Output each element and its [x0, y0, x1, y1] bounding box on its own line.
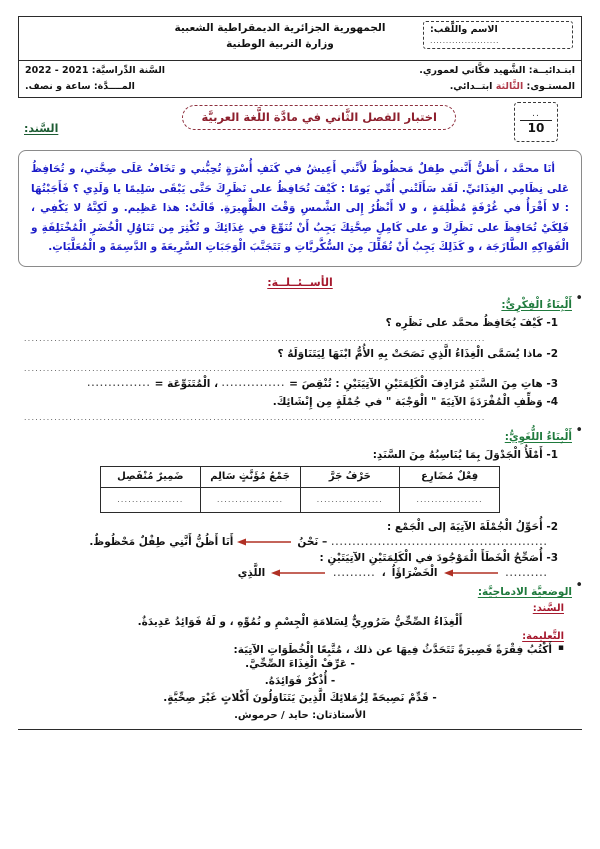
answer-blank-w2[interactable]: ............... [87, 379, 152, 389]
correction-separator: ، [381, 567, 386, 580]
score-numerator[interactable]: .. [532, 108, 540, 119]
school-name: ابتـدائيــة: الشَّهيد فكَّاني لعموري. [419, 65, 575, 76]
section-idmaj-header [18, 580, 572, 600]
question-fikri-3-word2: الْمُتَنَوِّعَة = [154, 377, 211, 390]
header-frame [18, 16, 582, 60]
correction-word-2: الْخَضْرَاؤَاُ [391, 567, 438, 580]
table-header-cell: حَرْفُ جَرَّ [300, 466, 400, 487]
section-fikri-heading: أَلْبِنَاءُ الْفِكْرِيُّ: [501, 299, 572, 312]
answer-blank-c1[interactable]: .......... [333, 568, 376, 578]
table-answer-cell[interactable]: .................. [200, 487, 300, 512]
level-prefix: المستـوى: [526, 80, 575, 92]
transform-answer-row [24, 536, 548, 548]
table-answer-cell[interactable]: .................. [101, 487, 201, 512]
sanad-label: السَّند: [24, 122, 59, 136]
header-year-duration [25, 63, 300, 94]
left-arrow-icon [237, 537, 293, 547]
question-lughawi-2: 2- أُحَوِّلُ الْجُمْلَةَ الآتِيَةَ إلى الْجَمْع : [387, 520, 558, 533]
section-idmaj-heading: الوضعيَّة الادماجيَّة: [477, 586, 572, 599]
title-row [18, 102, 582, 148]
correction-answer-row [24, 567, 548, 579]
question-lughawi-3: 3- أُصَحِّحُ الْخَطَأَ الْمَوْجُودَ في الْكَلِمَتَيْنِ الآتِيَتَيْنِ : [319, 552, 558, 565]
ministry-line-2: وزارة التربية الوطنية [226, 38, 334, 51]
question-fikri-1: 1- كَيْفَ يُحَافِظُ محمَّد على نَظَرِه ؟ [385, 317, 558, 330]
teachers-footer: الأستاذتان: حايد / حرموش. [234, 709, 366, 721]
grammar-table [100, 466, 500, 513]
section-fikri-header [18, 293, 572, 313]
question-fikri-4: 4- وَظِّفِ الْمُفْرَدَةَ الآتِيَةَ " الْوَجْبَة " في جُمْلَةٍ مِن إِنْشَائِكَ. [272, 396, 558, 409]
header-info-row [18, 60, 582, 98]
question-fikri-2: 2- ماذا يُسَمَّى الْغِذَاءُ الَّذِي نَصَحَتْ بِهِ الأُمُّ ابْنَهَا لِيَتَنَاوَلَهُ ؟ [277, 347, 558, 360]
idmaj-step: - عَرِّفْ الْغِذَاءَ الصِّحِّيَّ. [245, 658, 355, 671]
correction-word-1: اللَّذِي [237, 567, 266, 580]
question-fikri-3-prefix: 3- هاتِ مِنَ السَّنَدِ مُرَادِفَ الْكَلِمَتَيْنِ الآتِيَتَيْنِ : [335, 377, 558, 390]
passage-box [18, 150, 582, 267]
table-header-cell: ضَمِيرٌ مُنْفَصِل [101, 466, 201, 487]
exam-title: اختبار الفصل الثَّاني في مادَّة اللَّغة العربيَّة [182, 105, 456, 130]
grammar-table-wrapper [18, 466, 582, 513]
questions-heading: الأســئــلــة: [267, 276, 333, 290]
question-fikri-3 [24, 376, 558, 392]
answer-line-f4[interactable]: .......................................................................................................................... [24, 412, 486, 422]
transform-source-sentence: أَنَا أَظُنُّ أَنَّنِي طِفْلٌ مَحْظُوظٌ. [89, 536, 234, 549]
score-denominator: 10 [520, 120, 553, 135]
idmaj-sanad-label: السَّند: [532, 603, 564, 615]
section-lughawi-heading: أَلْبِنَاءُ اللُّغَوِيُّ: [504, 430, 572, 443]
level-value: الثَّالثة [495, 80, 524, 92]
idmaj-sanad-text: أَلْغِذَاءُ الصِّحِّيُّ ضَرُورِيٌّ لِسَلامَةِ الْجِسْمِ و نُمُوِّهِ ، و لَهُ فَوَائِدُ عَدِيدَةٌ. [137, 616, 463, 629]
table-answer-cell[interactable]: .................. [300, 487, 400, 512]
table-row [101, 487, 500, 512]
idmaj-step: - قَدِّمْ نَصِيحَةً لِزُمَلائِكَ الَّذِينَ يَتَنَاوَلُونَ أَكْلاتٍ غَيْرَ صِحِّيَّةٍ. [163, 691, 437, 704]
student-name-input[interactable]: ...................... [430, 36, 500, 45]
answer-blank-c2[interactable]: .......... [505, 568, 548, 578]
score-box[interactable] [514, 102, 558, 142]
header-school-level [300, 63, 575, 94]
passage-text: أنَا محمَّد ، أَظنُّ أَنَّني طِفلٌ مَحظُوظٌ لأَنَّني أَعِيشُ في كَنَفِ أُسْرَةٍ تُحِبُّني و تَخَافُ عَلَى صِحَّتي، و تُحَافِظُ عَلى نِظَامِي الغِذَائيِّ. لَقَد سَأَلَتْني أُمِّي يَومًا : كَيْفَ تُحَافِظُ على نَظَرِكَ حَتَّى يَبْقَى سَلِيمًا يا وَلَدِي ؟ فَأَجَبْتُهَا : لا أَقْرَأُ في غُرْفَةٍ مُظْلِمَةٍ ، و لا أَنْظُرُ إِلى الشَّمسِ وَقْتَ الظَّهِيرَةِ. قَالَتْ: هذا عَظِيم. و لَكِنَّهُ لا يَكْفِي ، فَلِكَيْ تُحَافِظَ على نَظَرِكَ و على كَامِلِ صِحَّتِكَ يَجِبُ أَنْ تُنَوِّعَ في غِذَائِكَ و تُكْثِرَ مِن تَنَاوُلِ الْخُضَرِ الْمُخْتَلِفَةِ و الْفَوَاكِهِ الطَّازَجَة ، و كَذَلِكَ يَجِبُ أَنْ تُقَلِّلَ مِنَ السُّكَّريَّاتِ و تَتَجَنَّبَ الْوَجَبَاتِ السَّرِيعَةَ و الدَّسِمَةَ و الْمُعَلَّبَاتِ. [31, 163, 569, 254]
table-header-cell: جَمْعُ مُؤَنَّثٍ سَالِم [200, 466, 300, 487]
left-arrow-icon [271, 568, 327, 578]
footer-divider [18, 729, 582, 730]
level-suffix: ابتــدائي. [449, 80, 493, 92]
answer-line-f1[interactable]: .......................................................................................................................... [24, 333, 486, 343]
idmaj-task: ▪ أَكْتُبُ فِقْرَةً قَصِيرَةً تَتَحَدَّثُ فِيهَا عن ذلك ، مُتَّبِعًا الْخُطَوَاتِ الآتِيَة: [24, 644, 552, 656]
section-lughawi-header [18, 425, 572, 445]
q3-separator: ، [214, 377, 219, 390]
student-name-box[interactable] [423, 21, 573, 49]
question-lughawi-1: 1- أَمْلَأُ الْجَدْوَلَ بِمَا يُنَاسِبُهُ مِنَ السَّنَدِ: [372, 448, 558, 461]
exam-duration: المــــدَّة: ساعة و نصف. [25, 80, 135, 92]
level-line [300, 79, 575, 95]
school-year: السَّنة الدِّراسيَّة: 2021 - 2022 [25, 65, 166, 76]
table-header-cell: فِعْلٌ مُضَارِع [400, 466, 500, 487]
answer-blank-transform[interactable]: ................................................... [331, 537, 548, 547]
idmaj-step: - أُذْكُرْ فَوَائِدَهُ. [264, 675, 336, 688]
table-answer-cell[interactable]: .................. [400, 487, 500, 512]
student-name-label: الاسم واللَّقب: [430, 24, 498, 35]
answer-line-f2[interactable]: .......................................................................................................................... [24, 363, 486, 373]
answer-blank-w1[interactable]: ............... [221, 379, 286, 389]
left-arrow-icon [444, 568, 500, 578]
question-fikri-3-word1: تُنْقِصَ = [289, 377, 332, 390]
ministry-line-1: الجمهورية الجزائرية الديمقراطية الشعبية [174, 22, 386, 34]
table-header-row [101, 466, 500, 487]
taalima-label: التَّعليمة: [522, 631, 564, 643]
transform-answer-start: – نَحْنُ [297, 536, 328, 549]
